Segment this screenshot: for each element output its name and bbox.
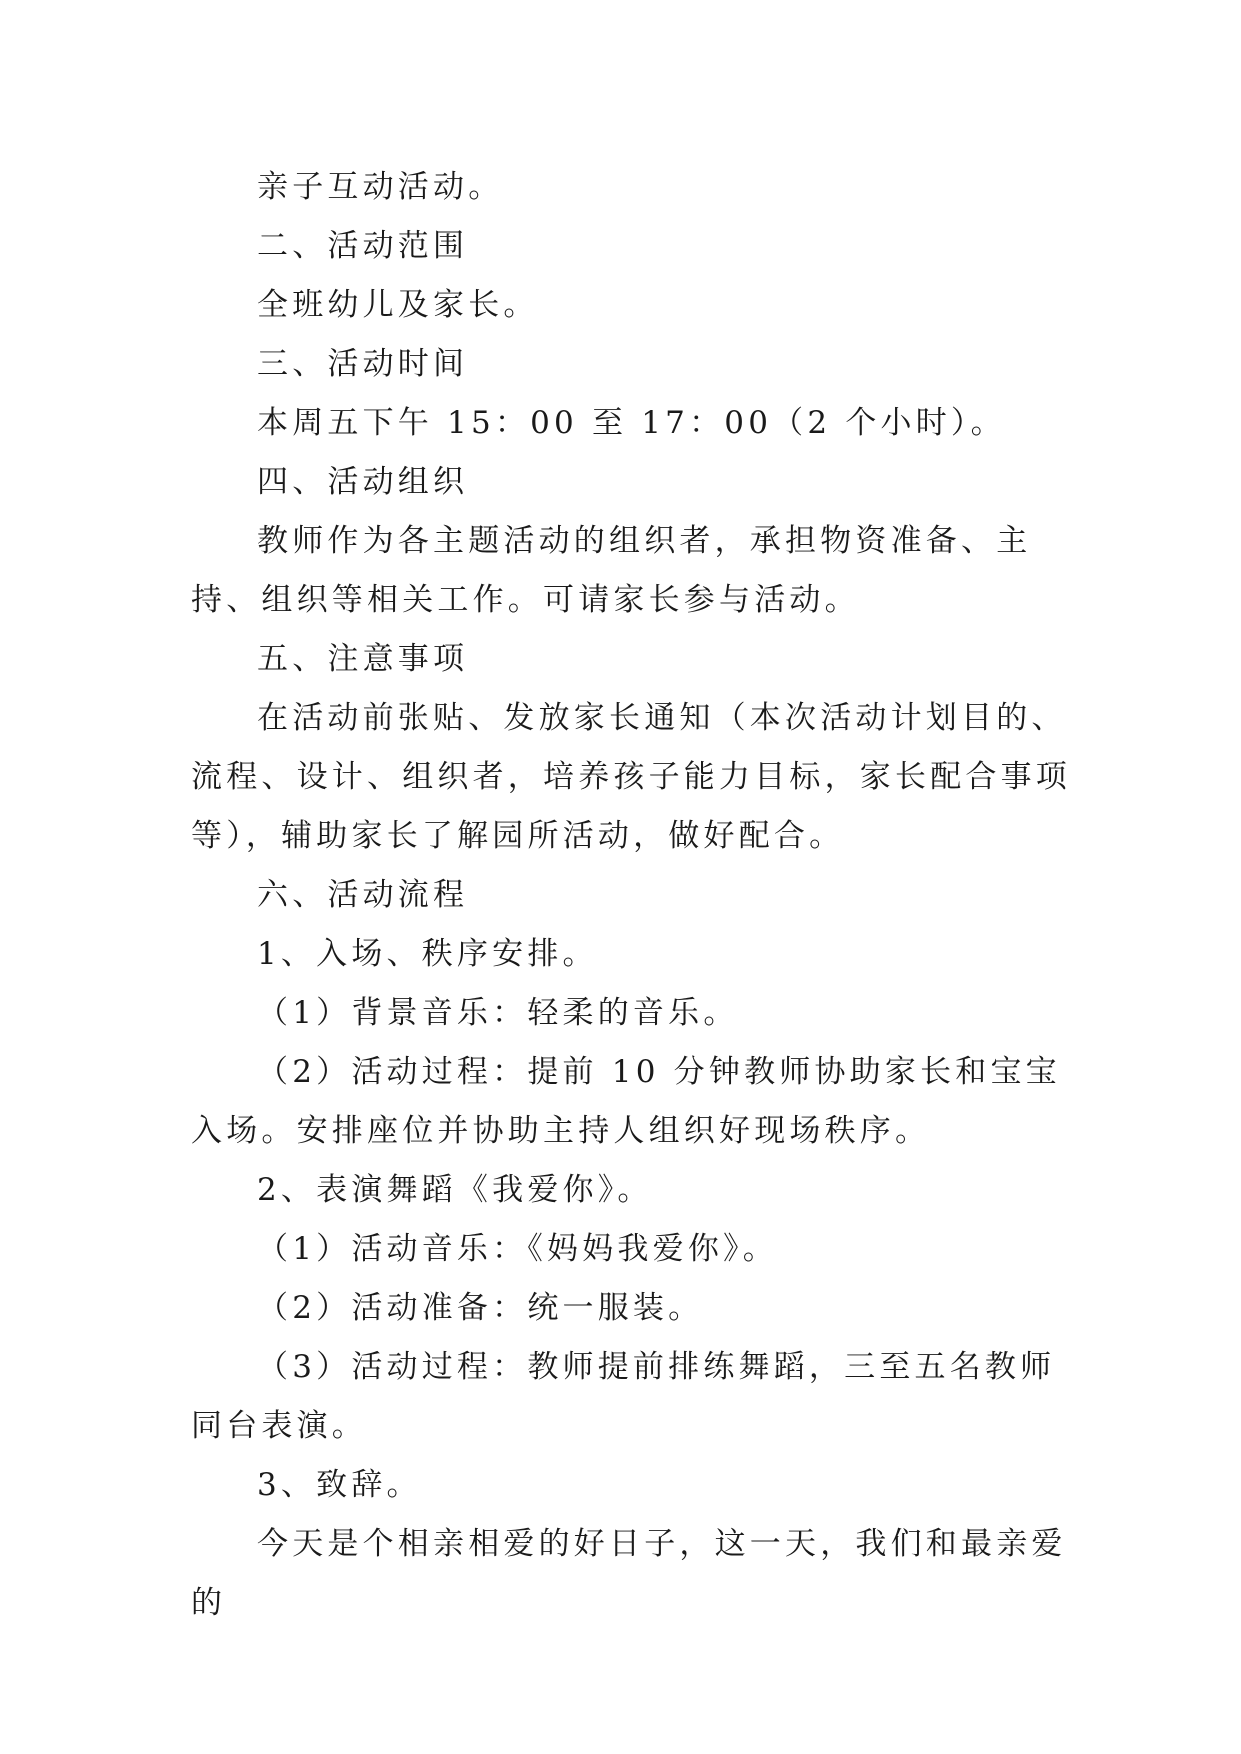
paragraph: 在活动前张贴、发放家长通知（本次活动计划目的、流程、设计、组织者，培养孩子能力目标，家长配合事项等），辅助家长了解园所活动，做好配合。 bbox=[191, 700, 1071, 854]
sub-list-item: （1）背景音乐：轻柔的音乐。 bbox=[257, 995, 739, 1031]
section-heading: 五、注意事项 bbox=[257, 641, 469, 677]
list-item: 1、入场、秩序安排。 bbox=[257, 936, 598, 972]
section-heading: 三、活动时间 bbox=[257, 346, 469, 382]
section-heading: 二、活动范围 bbox=[257, 228, 469, 264]
section-heading: 四、活动组织 bbox=[257, 464, 469, 500]
sub-list-item: （2）活动准备：统一服装。 bbox=[257, 1290, 704, 1326]
document-body bbox=[191, 158, 1071, 1633]
sub-list-item: （2）活动过程：提前 10 分钟教师协助家长和宝宝入场。安排座位并协助主持人组织好现场秩序。 bbox=[191, 1054, 1061, 1149]
paragraph: 亲子互动活动。 bbox=[257, 169, 504, 205]
section-heading: 六、活动流程 bbox=[257, 877, 469, 913]
list-item: 3、致辞。 bbox=[257, 1467, 422, 1503]
paragraph: 今天是个相亲相爱的好日子，这一天，我们和最亲爱的 bbox=[191, 1526, 1067, 1621]
paragraph: 本周五下午 15：00 至 17：00（2 个小时）。 bbox=[257, 405, 1006, 441]
sub-list-item: （3）活动过程：教师提前排练舞蹈，三至五名教师同台表演。 bbox=[191, 1349, 1056, 1444]
sub-list-item: （1）活动音乐：《妈妈我爱你》。 bbox=[257, 1231, 778, 1267]
paragraph: 教师作为各主题活动的组织者，承担物资准备、主持、组织等相关工作。可请家长参与活动。 bbox=[191, 523, 1032, 618]
list-item: 2、表演舞蹈《我爱你》。 bbox=[257, 1172, 653, 1208]
paragraph: 全班幼儿及家长。 bbox=[257, 287, 539, 323]
